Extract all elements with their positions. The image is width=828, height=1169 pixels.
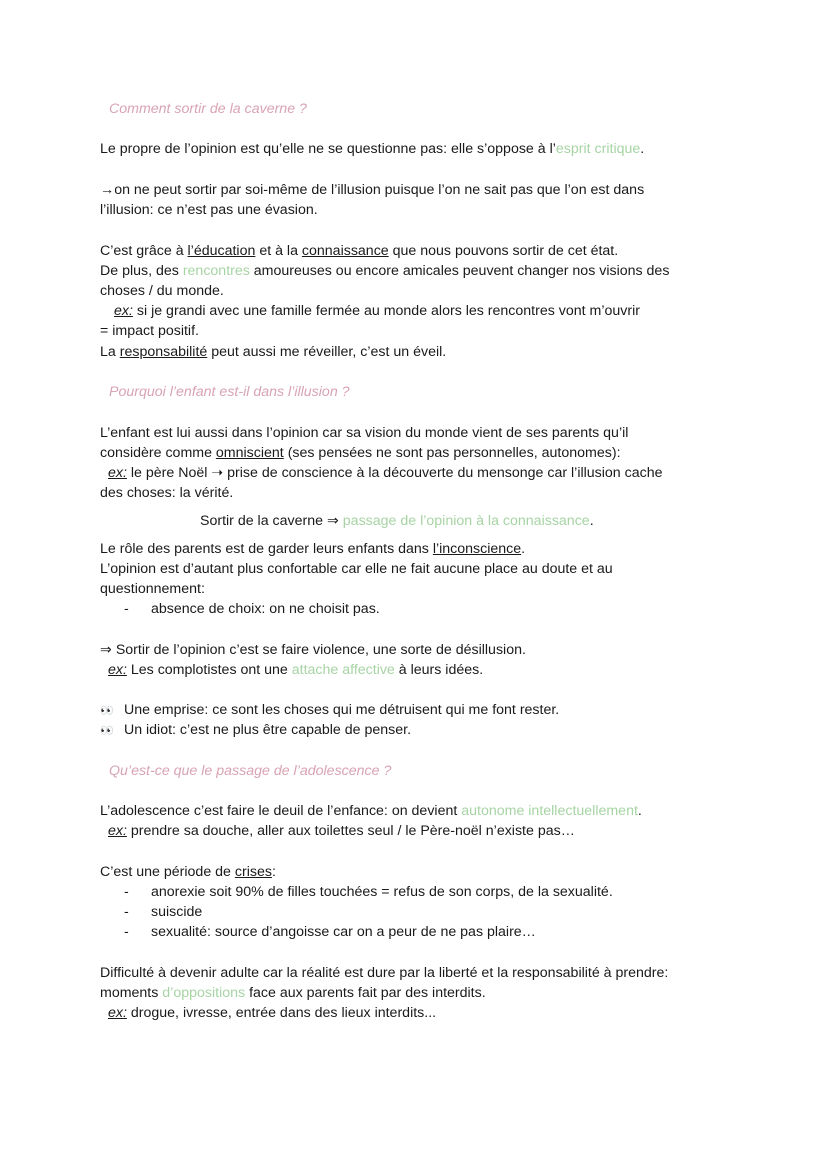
text: . <box>589 513 594 529</box>
text: L’adolescence c’est faire le deuil de l’enfance: on devient <box>100 803 462 819</box>
text: Un idiot: c’est ne plus être capable de penser. <box>120 722 412 738</box>
text: Le rôle des parents est de garder leurs enfants dans <box>100 541 433 557</box>
text: que nous pouvons sortir de cet état. <box>388 243 619 259</box>
text: La <box>100 344 120 360</box>
paragraph <box>100 443 621 463</box>
paragraph: L’enfant est lui aussi dans l’opinion car sa vision du monde vient de ses parents qu’il <box>100 425 629 441</box>
text: Le propre de l’opinion est qu’elle ne se questionne pas: elle s’oppose à l’ <box>100 141 556 157</box>
list-item <box>100 599 380 619</box>
list-item <box>100 882 613 902</box>
bullet-dash: - <box>124 884 129 900</box>
section-heading: Comment sortir de la caverne ? <box>109 101 307 117</box>
text: . <box>640 141 645 157</box>
paragraph: l’illusion: ce n’est pas une évasion. <box>100 202 318 218</box>
example <box>114 301 640 321</box>
highlight-text: autonome intellectuellement <box>461 803 638 819</box>
text: C’est une période de <box>100 864 235 880</box>
highlight-text: passage de l’opinion à la connaissance <box>342 513 590 529</box>
text: drogue, ivresse, entrée dans des lieux interdits... <box>126 1005 437 1021</box>
definition <box>100 720 411 741</box>
example <box>108 660 483 680</box>
highlight-text: rencontres <box>182 263 250 279</box>
text: suiscide <box>151 904 203 920</box>
text: . <box>637 803 642 819</box>
underlined-text: omniscient <box>215 445 284 461</box>
highlight-text: d’oppositions <box>162 985 246 1001</box>
text: prendre sa douche, aller aux toilettes seul / le Père-noël n’existe pas… <box>126 823 575 839</box>
text: face aux parents fait par des interdits. <box>245 985 486 1001</box>
text: (ses pensées ne sont pas personnelles, autonomes): <box>283 445 621 461</box>
underlined-text: crises <box>234 864 272 880</box>
example-label: ex: <box>108 662 127 678</box>
text: moments <box>100 985 163 1001</box>
paragraph: Difficulté à devenir adulte car la réalité est dure par la liberté et la responsabilité à prendre: <box>100 965 669 981</box>
list-item <box>100 922 536 942</box>
section-heading: Qu’est-ce que le passage de l’adolescence ? <box>109 763 392 779</box>
definition <box>100 700 559 721</box>
text: Sortir de la caverne ⇒ <box>200 513 343 529</box>
paragraph <box>100 983 486 1003</box>
paragraph <box>100 241 618 261</box>
text: C’est grâce à <box>100 243 188 259</box>
paragraph: ⇒ Sortir de l’opinion c’est se faire violence, une sorte de désillusion. <box>100 642 526 658</box>
bullet-dash: - <box>124 924 129 940</box>
underlined-text: l’inconscience <box>432 541 522 557</box>
text: De plus, des <box>100 263 183 279</box>
text: à leurs idées. <box>394 662 484 678</box>
text: le père Noël ➝ prise de conscience à la découverte du mensonge car l’illusion cache <box>126 465 663 481</box>
text: Une emprise: ce sont les choses qui me détruisent qui me font rester. <box>120 702 560 718</box>
text: peut aussi me réveiller, c’est un éveil. <box>207 344 447 360</box>
paragraph: →on ne peut sortir par soi-même de l’illusion puisque l’on ne sait pas que l’on est dans <box>100 182 645 198</box>
bullet-dash: - <box>124 904 129 920</box>
eyes-icon: 👀 <box>100 725 112 737</box>
underlined-text: l’éducation <box>187 243 256 259</box>
highlight-text: attache affective <box>291 662 395 678</box>
paragraph: L’opinion est d’autant plus confortable car elle ne fait aucune place au doute et au <box>100 561 613 577</box>
paragraph: = impact positif. <box>100 323 199 339</box>
paragraph <box>100 539 525 559</box>
paragraph <box>100 261 669 281</box>
text: considère comme <box>100 445 216 461</box>
paragraph <box>100 801 642 821</box>
section-heading: Pourquoi l’enfant est-il dans l’illusion ? <box>109 384 350 400</box>
paragraph: questionnement: <box>100 581 205 597</box>
text: anorexie soit 90% de filles touchées = refus de son corps, de la sexualité. <box>151 884 613 900</box>
underlined-text: connaissance <box>301 243 389 259</box>
underlined-text: responsabilité <box>119 344 208 360</box>
example-label: ex: <box>108 1005 127 1021</box>
example <box>108 1003 436 1023</box>
example-label: ex: <box>114 303 133 319</box>
text: et à la <box>255 243 302 259</box>
example <box>108 821 575 841</box>
text: Les complotistes ont une <box>126 662 292 678</box>
bullet-dash: - <box>124 601 129 617</box>
text: . <box>521 541 526 557</box>
example <box>108 463 663 483</box>
example-label: ex: <box>108 823 127 839</box>
highlight-text: esprit critique <box>555 141 641 157</box>
eyes-icon: 👀 <box>100 705 112 717</box>
example-label: ex: <box>108 465 127 481</box>
paragraph: choses / du monde. <box>100 283 224 299</box>
text: : <box>271 864 276 880</box>
text: sexualité: source d’angoisse car on a peur de ne pas plaire… <box>151 924 536 940</box>
centered-statement <box>200 511 594 531</box>
paragraph <box>100 139 644 159</box>
paragraph <box>100 342 446 362</box>
text: si je grandi avec une famille fermée au monde alors les rencontres vont m’ouvrir <box>132 303 640 319</box>
paragraph <box>100 862 276 882</box>
list-item <box>100 902 202 922</box>
text: amoureuses ou encore amicales peuvent changer nos visions des <box>249 263 670 279</box>
paragraph: des choses: la vérité. <box>100 485 234 501</box>
text: absence de choix: on ne choisit pas. <box>151 601 380 617</box>
